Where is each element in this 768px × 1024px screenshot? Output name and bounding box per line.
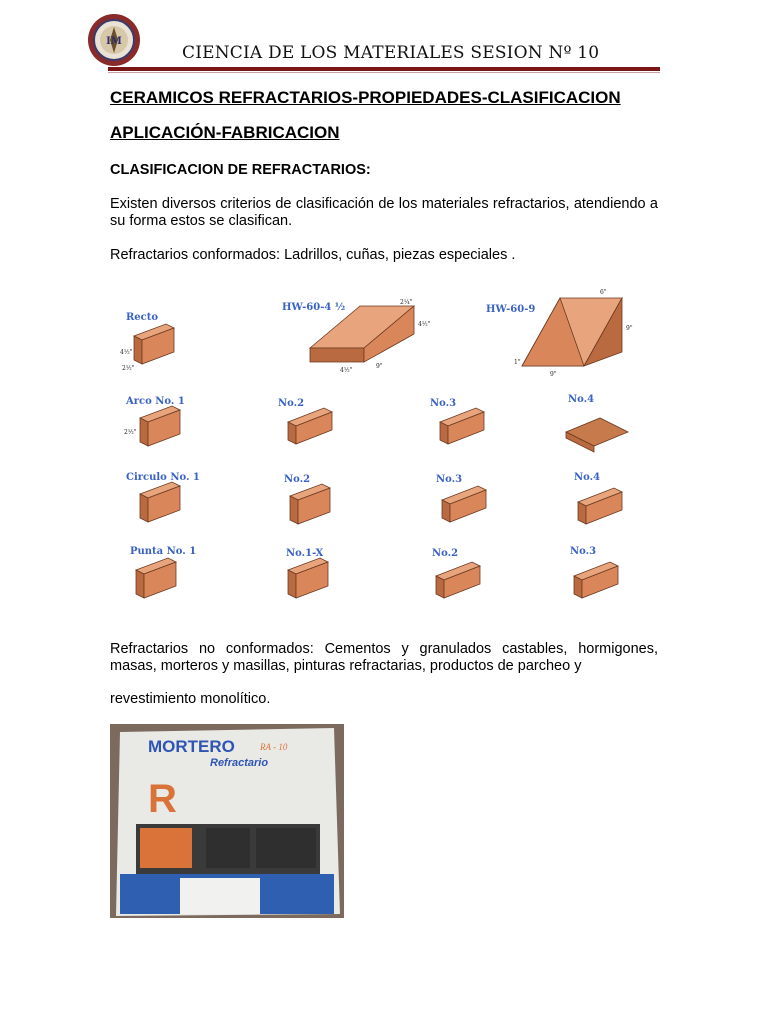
paragraph-shaped: Refractarios conformados: Ladrillos, cuñas, piezas especiales . [110,247,516,263]
brick-punta-1x [288,558,328,598]
institution-logo [87,13,141,67]
label-arco-3: No.3 [430,398,457,409]
document-title-line1: CERAMICOS REFRACTARIOS-PROPIEDADES-CLASIFICACION [110,88,621,107]
brick-arco-4 [566,418,628,452]
header-rule-shadow [108,72,660,73]
bag-logo: R [148,777,177,821]
label-arco-4: No.4 [568,394,595,405]
refractory-shapes-figure [110,284,662,614]
bag-code: RA - 10 [260,742,288,752]
brick-circulo-3 [442,486,486,522]
label-punta-2: No.2 [432,548,459,559]
svg-text:4½": 4½" [418,321,431,328]
brick-punta-1 [136,558,176,598]
label-punta-3: No.3 [570,546,597,557]
svg-text:1": 1" [514,359,521,366]
brick-arco-1 [140,406,180,446]
svg-text:9": 9" [376,363,383,370]
svg-text:4½": 4½" [120,349,133,356]
svg-text:6": 6" [600,289,607,296]
brick-arco-3 [440,408,484,444]
bag-brand: MORTERO [148,737,235,756]
header-title: CIENCIA DE LOS MATERIALES SESION Nº 10 [182,43,600,63]
section-heading: CLASIFICACION DE REFRACTARIOS: [110,162,371,178]
paragraph-monolithic: revestimiento monolítico. [110,691,271,707]
brick-circulo-2 [290,484,330,524]
brick-punta-3 [574,562,618,598]
svg-text:2¼": 2¼" [400,299,413,306]
label-recto: Recto [126,312,159,323]
header-rule [108,67,660,71]
label-circulo-3: No.3 [436,474,463,485]
brick-hw60-9 [522,298,622,366]
label-circulo-1: Circulo No. 1 [126,472,200,483]
document-title-line2: APLICACIÓN-FABRICACION [110,123,340,142]
bag-subtitle: Refractario [210,757,269,769]
svg-text:9": 9" [550,371,557,378]
label-punta-1: Punta No. 1 [130,546,197,557]
label-hw60-4: HW-60-4 ½ [282,302,346,313]
label-circulo-4: No.4 [574,472,601,483]
svg-text:9": 9" [626,325,633,332]
brick-hw60-4 [310,306,414,362]
label-arco-1: Arco No. 1 [126,396,185,407]
label-hw60-9: HW-60-9 [486,304,536,315]
paragraph-unshaped: Refractarios no conformados: Cementos y granulados castables, hormigones, masas, morteros y masillas, pinturas refractarias, productos de parcheo y [110,641,658,674]
label-arco-2: No.2 [278,398,305,409]
logo-text: IM [106,36,122,47]
brick-circulo-4 [578,488,622,524]
svg-text:2½": 2½" [124,429,137,436]
brick-recto [134,324,174,364]
paragraph-classification: Existen diversos criterios de clasificación de los materiales refractarios, atendiendo a su forma estos se clasifican. [110,196,658,229]
label-punta-1x: No.1-X [286,548,324,559]
svg-text:2½": 2½" [122,365,135,372]
brick-circulo-1 [140,482,180,522]
brick-punta-2 [436,562,480,598]
brick-arco-2 [288,408,332,444]
mortar-bag-image [110,724,344,918]
label-circulo-2: No.2 [284,474,311,485]
svg-text:4½": 4½" [340,367,353,374]
